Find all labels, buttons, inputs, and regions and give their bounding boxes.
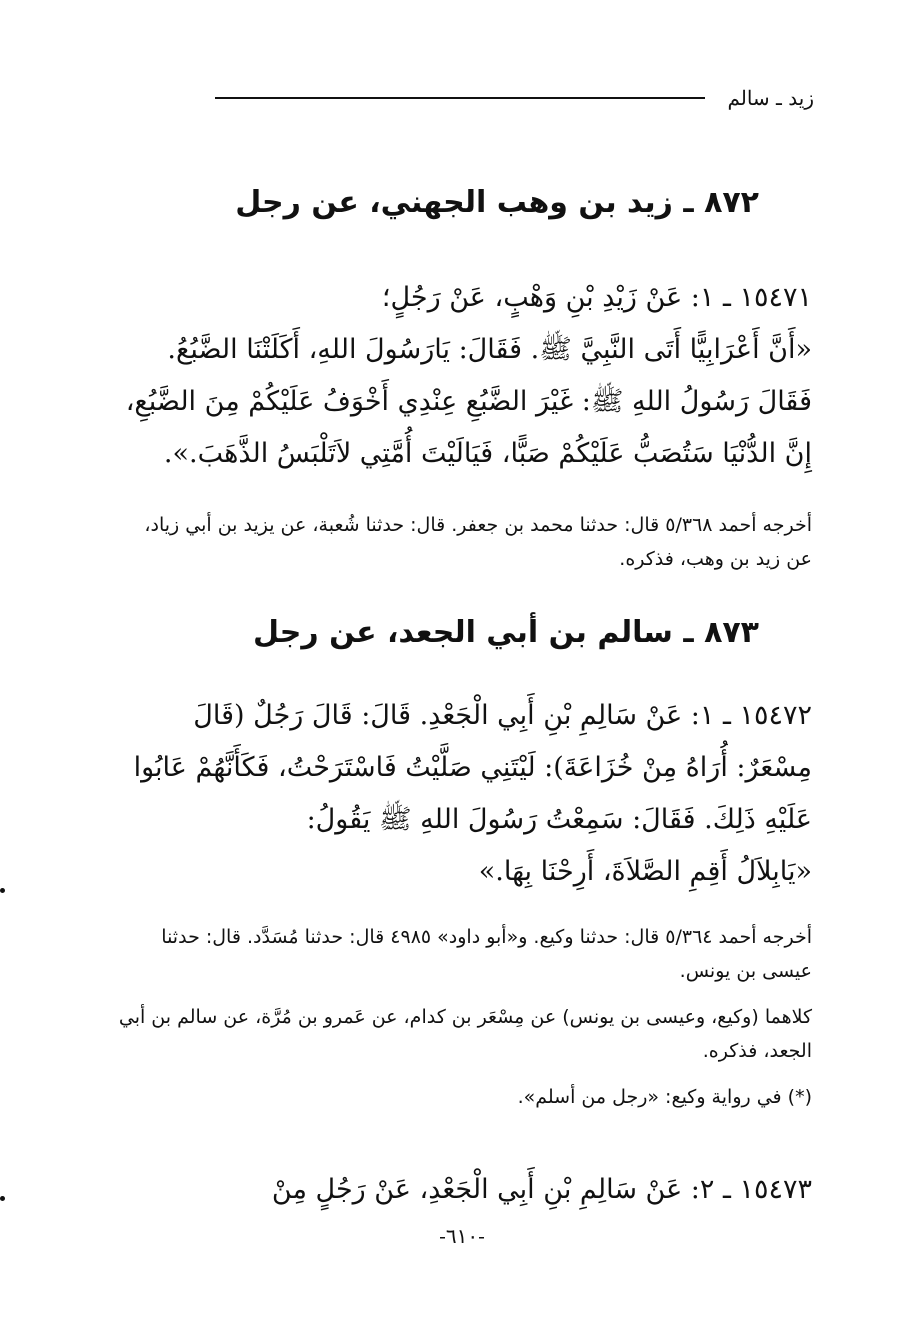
note-paragraph: أخرجه أحمد ٥/٣٦٨ قال: حدثنا محمد بن جعفر. قال: حدثنا شُعبة، عن يزيد بن أبي زياد، عن زيد بن وهب، فذكره. bbox=[144, 514, 812, 570]
hadith-line: فَقَالَ رَسُولُ اللهِ ﷺ: غَيْرَ الضَّبُعِ عِنْدِي أَخْوَفُ عَلَيْكُمْ مِنَ الضَّبُعِ، bbox=[125, 386, 812, 417]
note-paragraph: كلاهما (وكيع، وعيسى بن يونس) عن مِسْعَر بن كدام، عن عَمرو بن مُرَّة، عن سالم بن أبي الجعد، فذكره. bbox=[118, 1006, 812, 1062]
hadith-line: ١٥٤٧١ ـ ١: عَنْ زَيْدِ بْنِ وَهْبٍ، عَنْ رَجُلٍ؛ bbox=[381, 282, 812, 313]
running-title: زيد ـ سالم bbox=[727, 86, 814, 110]
header-rule bbox=[215, 97, 705, 99]
hadith-paragraph: ١٥٤٧٢ ـ ١: عَنْ سَالِمِ بْنِ أَبِي الْجَعْدِ. قَالَ: قَالَ رَجُلٌ (قَالَ مِسْعَرٌ: أُرَاهُ مِنْ خُزَاعَةَ): لَيْتَنِي صَلَّيْتُ فَاسْتَرَحْتُ، فَكَأَنَّهُمْ عَابُوا عَلَيْهِ ذَلِكَ. فَقَالَ: سَمِعْتُ رَسُولَ اللهِ ﷺ يَقُولُ: bbox=[133, 700, 812, 835]
hadith-line: ١٥٤٧٣ ـ ٢: عَنْ سَالِمِ بْنِ أَبِي الْجَعْدِ، عَنْ رَجُلٍ مِنْ bbox=[271, 1174, 812, 1205]
hadith-line: «أَنَّ أَعْرَابِيًّا أَتَى النَّبِيَّ ﷺ. فَقَالَ: يَارَسُولَ اللهِ، أَكَلَتْنَا الضَّبُعُ. bbox=[167, 334, 812, 365]
hadith-15472 bbox=[118, 690, 812, 898]
hadith-15471 bbox=[118, 272, 812, 480]
note-paragraph: أخرجه أحمد ٥/٣٦٤ قال: حدثنا وكيع. و«أبو داود» ٤٩٨٥ قال: حدثنا مُسَدَّد. قال: حدثنا عيسى بن يونس. bbox=[161, 926, 812, 982]
page-number: -٦١٠- bbox=[439, 1224, 485, 1248]
section-heading-872: ٨٧٢ ـ زيد بن وهب الجهني، عن رجل bbox=[235, 185, 759, 220]
running-header bbox=[215, 86, 814, 110]
hadith-15473-start bbox=[118, 1164, 812, 1216]
hadith-line: إِنَّ الدُّنْيَا سَتُصَبُّ عَلَيْكُمْ صَبًّا، فَيَالَيْتَ أُمَّتِي لاَتَلْبَسُ الذَّهَبَ.». bbox=[163, 438, 812, 469]
margin-speck bbox=[0, 1196, 5, 1201]
footnote: (*) في رواية وكيع: «رجل من أسلم». bbox=[517, 1086, 812, 1108]
hadith-line: «يَابِلاَلُ أَقِمِ الصَّلاَةَ، أَرِحْنَا بِهَا.» bbox=[478, 856, 812, 887]
takhrij-note-15471 bbox=[118, 508, 812, 576]
takhrij-note-15472 bbox=[118, 920, 812, 1114]
margin-speck bbox=[0, 888, 5, 893]
section-heading-873: ٨٧٣ ـ سالم بن أبي الجعد، عن رجل bbox=[252, 615, 759, 650]
